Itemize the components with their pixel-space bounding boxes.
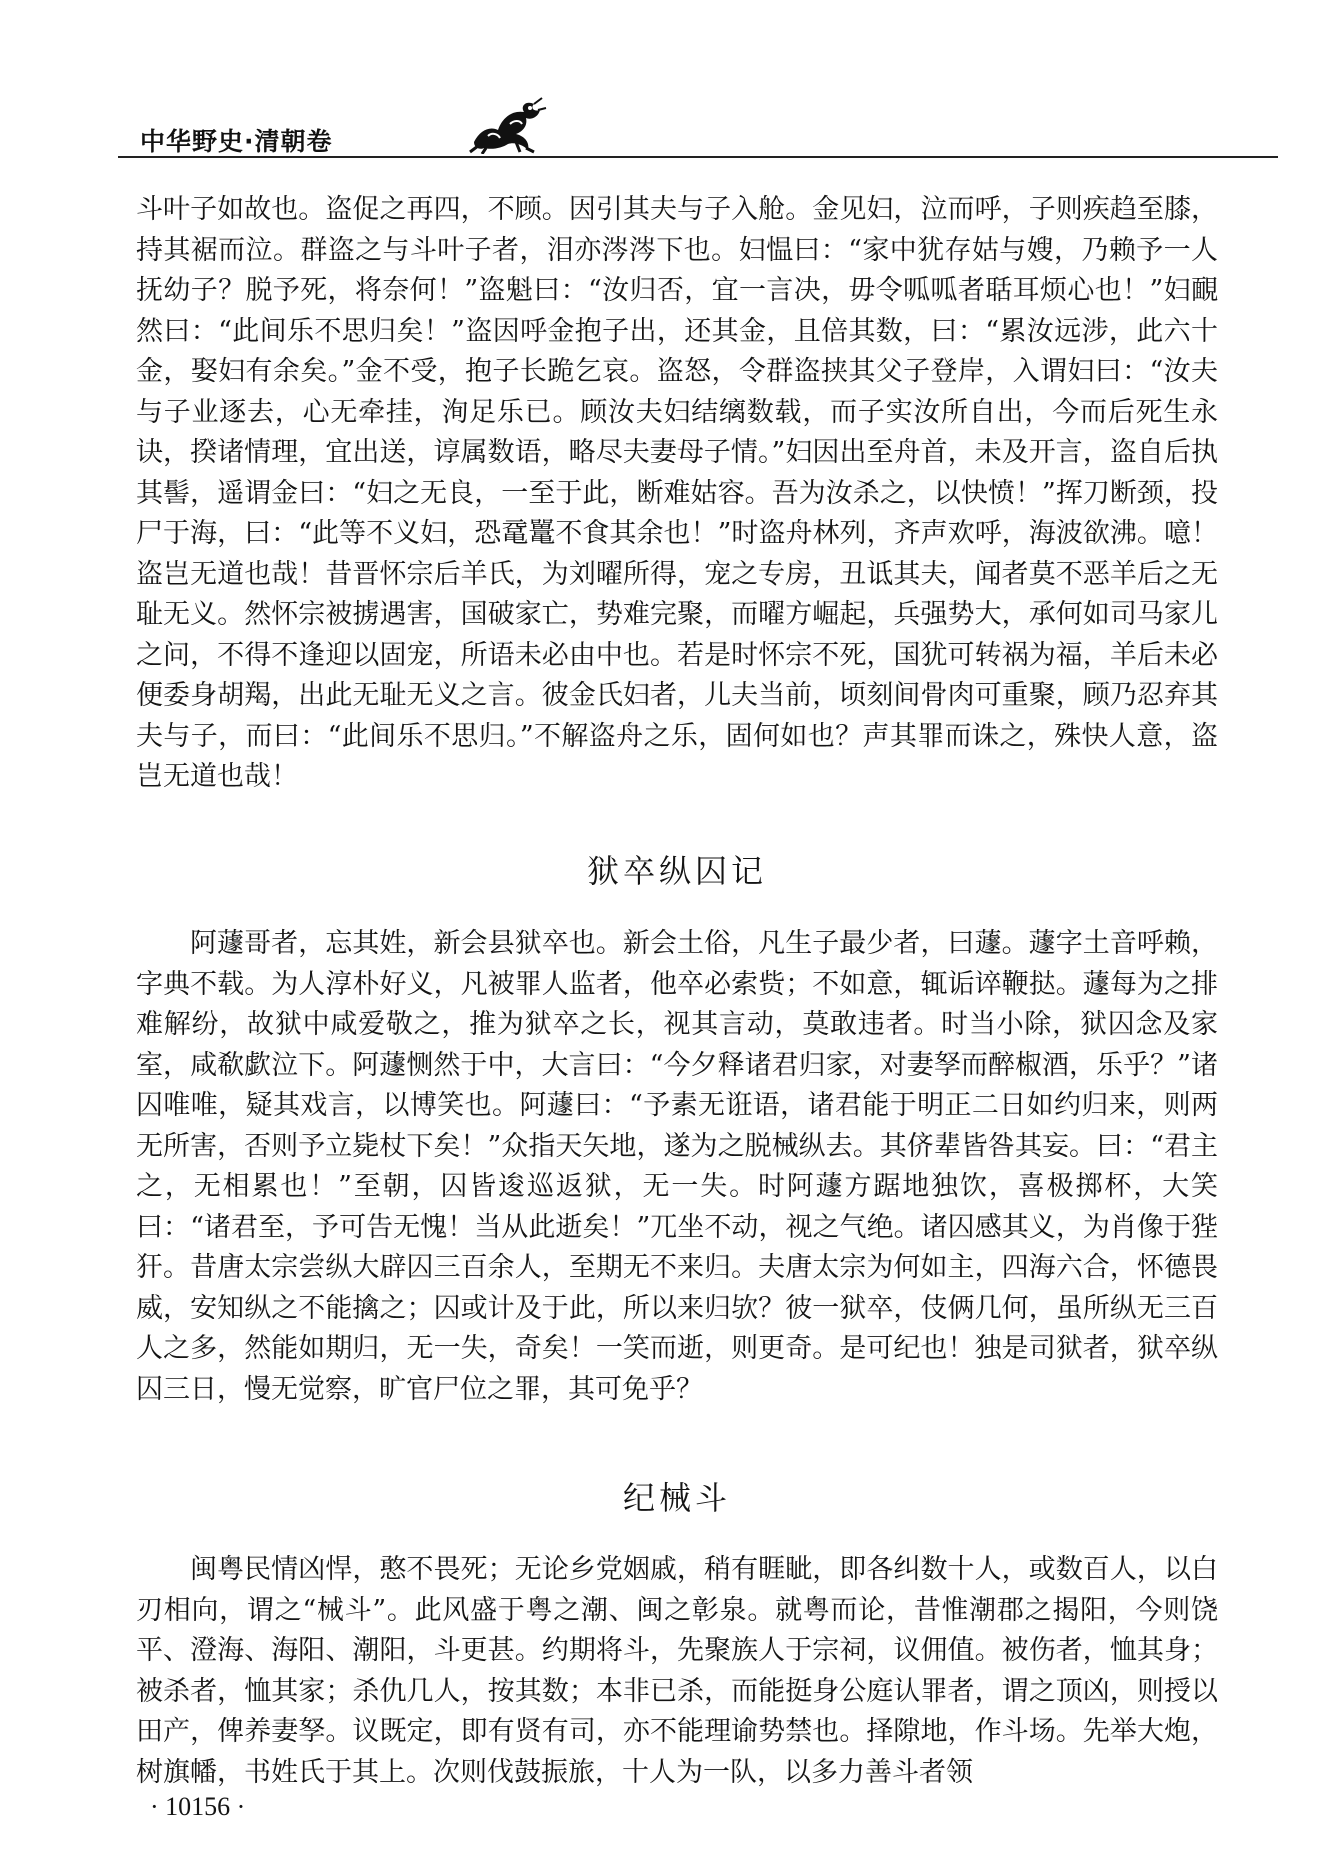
running-header <box>118 90 1278 160</box>
page-number: · 10156 · <box>150 1792 246 1821</box>
prison-guard-text-block <box>136 924 1218 1410</box>
armed-feud-text-block <box>136 1550 1218 1793</box>
paragraph: 斗叶子如故也。盗促之再四，不顾。因引其夫与子入舱。金见妇，泣而呼，子则疾趋至膝，持其裾而泣。群盗之与斗叶子者，泪亦涔涔下也。妇愠曰：“家中犹存姑与嫂，乃赖予一人抚幼子？脱予死，将奈何！”盗魁曰：“汝归否，宜一言决，毋令呱呱者聒耳烦心也！”妇靦然曰：“此间乐不思归矣！”盗因呼金抱子出，还其金，且倍其数，曰：“累汝远涉，此六十金，娶妇有余矣。”金不受，抱子长跪乞哀。盗怒，令群盗挟其父子登岸，入谓妇曰：“汝夫与子业逐去，心无牵挂，洵足乐已。顾汝夫妇结缡数载，而子实汝所自出，今而后死生永诀，揆诸情理，宜出送，谆属数语，略尽夫妻母子情。”妇因出至舟首，未及开言，盗自后执其髻，遥谓金曰：“妇之无良，一至于此，断难姑容。吾为汝杀之，以快愤！”挥刀断颈，投尸于海，曰：“此等不义妇，恐鼋鼍不食其余也！”时盗舟林列，齐声欢呼，海波欲沸。噫！盗岂无道也哉！昔晋怀宗后羊氏，为刘曜所得，宠之专房，丑诋其夫，闻者莫不恶羊后之无耻无义。然怀宗被掳遇害，国破家亡，势难完聚，而曜方崛起，兵强势大，承何如司马家儿之问，不得不逢迎以固宠，所语未必由中也。若是时怀宗不死，国犹可转祸为福，羊后未必便委身胡羯，出此无耻无义之言。彼金氏妇者，儿夫当前，顷刻间骨肉可重聚，顾乃忍弃其夫与子，而曰：“此间乐不思归。”不解盗舟之乐，固何如也？声其罪而诛之，殊快人意，盗岂无道也哉！ <box>136 194 1218 792</box>
paragraph: 阿蘧哥者，忘其姓，新会县狱卒也。新会土俗，凡生子最少者，曰蘧。蘧字土音呼赖，字典不载。为人淳朴好义，凡被罪人监者，他卒必索赀；不如意，辄诟谇鞭挞。蘧每为之排难解纷，故狱中咸爱敬之，推为狱卒之长，视其言动，莫敢违者。时当小除，狱囚念及家室，咸欷歔泣下。阿蘧恻然于中，大言曰：“今夕释诸君归家，对妻孥而醉椒酒，乐乎？”诸囚唯唯，疑其戏言，以博笑也。阿蘧曰：“予素无诳语，诸君能于明正二日如约归来，则两无所害，否则予立毙杖下矣！”众指天矢地，遂为之脱械纵去。其侪辈皆咎其妄。曰：“君主之，无相累也！”至朝，囚皆逡巡返狱，无一失。时阿蘧方踞地独饮，喜极掷杯，大笑曰：“诸君至，予可告无愧！当从此逝矣！”兀坐不动，视之气绝。诸囚感其义，为肖像于狴犴。昔唐太宗尝纵大辟囚三百余人，至期无不来归。夫唐太宗为何如主，四海六合，怀德畏威，安知纵之不能擒之；囚或计及于此，所以来归欤？彼一狱卒，伎俩几何，虽所纵无三百人之多，然能如期归，无一失，奇矣！一笑而逝，则更奇。是可纪也！独是司狱者，狱卒纵囚三日，慢无觉察，旷官尸位之罪，其可免乎？ <box>136 928 1218 1405</box>
dragon-emblem-icon <box>468 96 548 154</box>
paragraph: 闽粤民情凶悍，憨不畏死；无论乡党姻戚，稍有睚眦，即各纠数十人，或数百人，以白刃相向，谓之“械斗”。此风盛于粤之潮、闽之彰泉。就粤而论，昔惟潮郡之揭阳，今则饶平、澄海、海阳、潮阳，斗更甚。约期将斗，先聚族人于宗祠，议佣值。被伤者，恤其身；被杀者，恤其家；杀仇几人，按其数；本非已杀，而能挺身公庭认罪者，谓之顶凶，则授以田产，俾养妻孥。议既定，即有贤有司，亦不能理谕势禁也。择隙地，作斗场。先举大炮，树旗幡，书姓氏于其上。次则伐鼓振旅，十人为一队，以多力善斗者领 <box>136 1554 1218 1788</box>
continued-text-block <box>136 190 1218 798</box>
section-title-prison-guard: 狱卒纵囚记 <box>586 852 767 890</box>
header-divider <box>118 156 1278 158</box>
section-title-armed-feud: 纪械斗 <box>622 1479 731 1517</box>
book-title: 中华野史·清朝卷 <box>140 127 333 156</box>
